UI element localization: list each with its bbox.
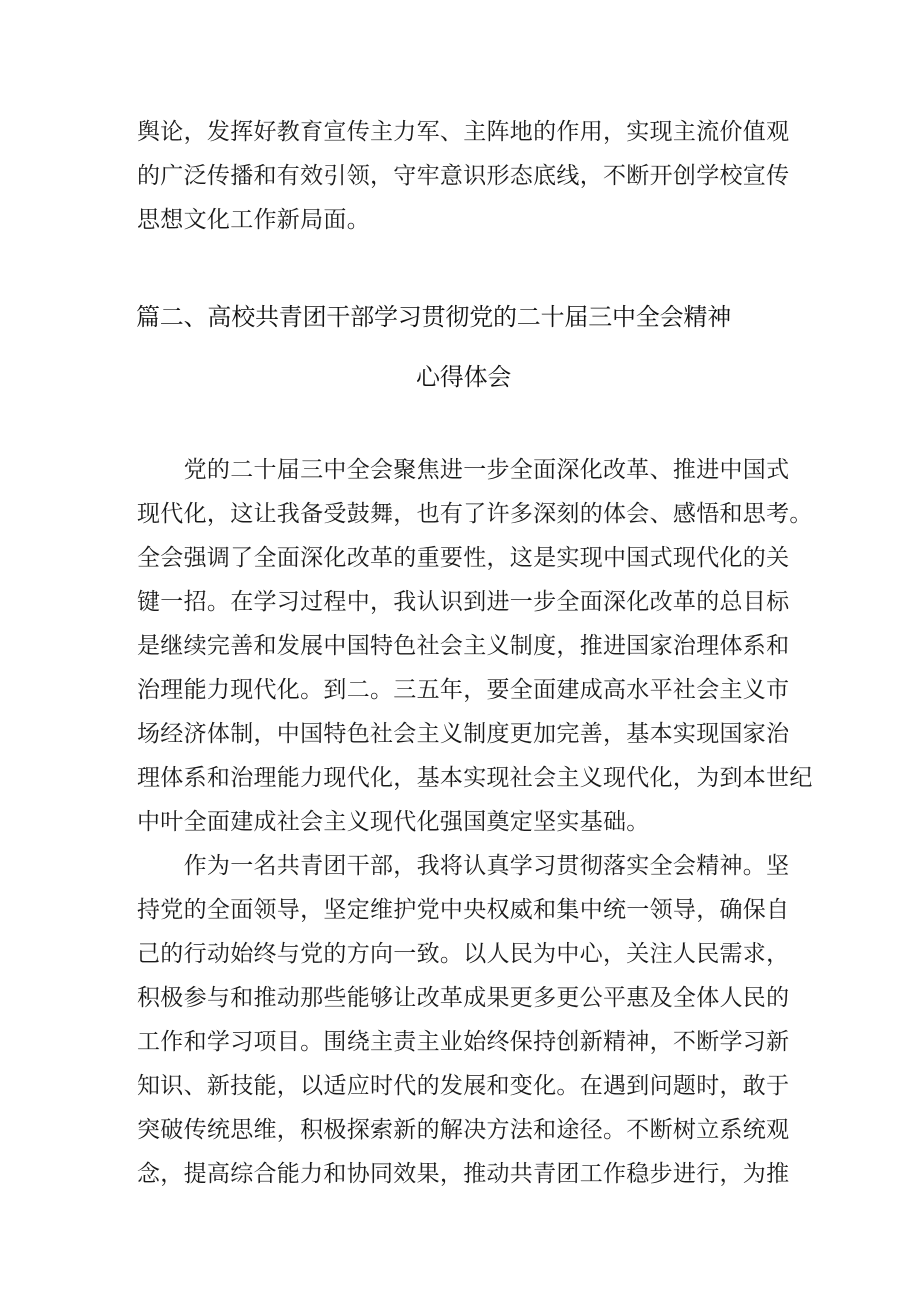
paragraph1-line: 治理能力现代化。到二。三五年，要全面建成高水平社会主义市: [137, 677, 790, 703]
intro-line: 舆论，发挥好教育宣传主力军、主阵地的作用，实现主流价值观: [137, 119, 790, 145]
paragraph1-line: 现代化，这让我备受鼓舞，也有了许多深刻的体会、感悟和思考。: [137, 501, 813, 527]
paragraph1-line: 场经济体制，中国特色社会主义制度更加完善，基本实现国家治: [137, 721, 790, 747]
intro-line: 思想文化工作新局面。: [137, 207, 370, 233]
paragraph2-line: 己的行动始终与党的方向一致。以人民为中心，关注人民需求，: [137, 941, 790, 967]
paragraph2-line: 积极参与和推动那些能够让改革成果更多更公平惠及全体人民的: [137, 985, 790, 1011]
paragraph1-line: 中叶全面建成社会主义现代化强国奠定坚实基础。: [137, 809, 650, 835]
intro-line: 的广泛传播和有效引领，守牢意识形态底线，不断开创学校宣传: [137, 163, 790, 189]
paragraph1-line: 是继续完善和发展中国特色社会主义制度，推进国家治理体系和: [137, 633, 790, 659]
section-title-line2: 心得体会: [416, 363, 512, 391]
paragraph2-line: 知识、新技能，以适应时代的发展和变化。在遇到问题时，敢于: [137, 1073, 790, 1099]
paragraph1-line: 全会强调了全面深化改革的重要性，这是实现中国式现代化的关: [137, 545, 790, 571]
paragraph2-line: 突破传统思维，积极探索新的解决方法和途径。不断树立系统观: [137, 1117, 790, 1143]
paragraph1-line: 键一招。在学习过程中，我认识到进一步全面深化改革的总目标: [137, 589, 790, 615]
paragraph1-line: 理体系和治理能力现代化，基本实现社会主义现代化，为到本世纪: [137, 765, 813, 791]
paragraph2-line: 作为一名共青团干部，我将认真学习贯彻落实全会精神。坚: [137, 853, 790, 879]
section-title-line1: 篇二、高校共青团干部学习贯彻党的二十届三中全会精神: [136, 303, 731, 331]
paragraph2-line: 工作和学习项目。围绕主责主业始终保持创新精神，不断学习新: [137, 1029, 790, 1055]
paragraph1-line: 党的二十届三中全会聚焦进一步全面深化改革、推进中国式: [137, 457, 790, 483]
paragraph2-line: 持党的全面领导，坚定维护党中央权威和集中统一领导，确保自: [137, 897, 790, 923]
paragraph2-line: 念，提高综合能力和协同效果，推动共青团工作稳步进行，为推: [137, 1161, 790, 1187]
